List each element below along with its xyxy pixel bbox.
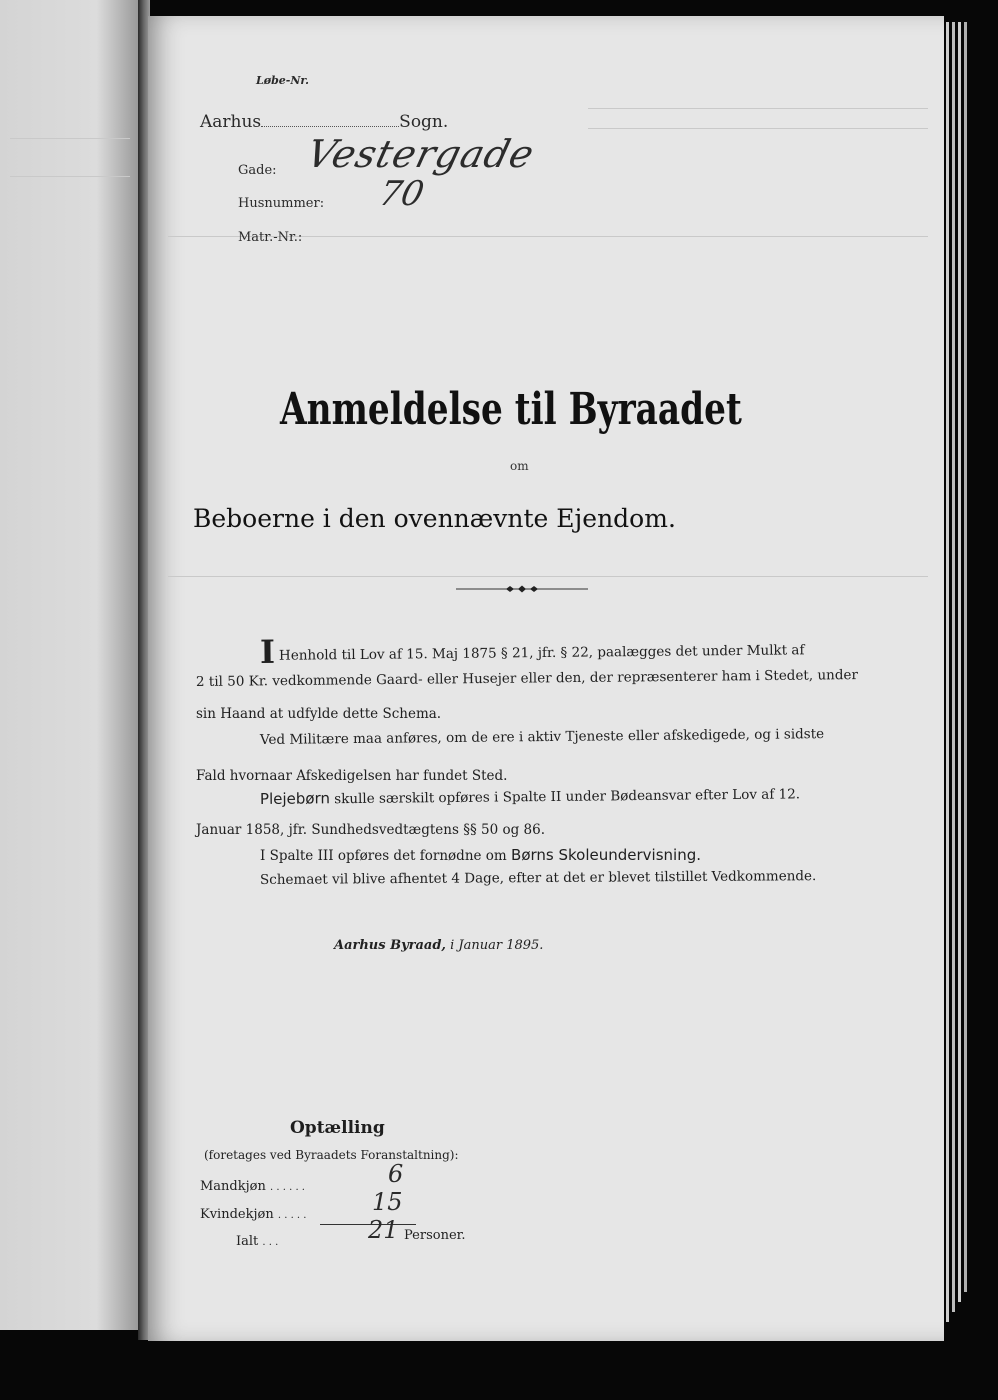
left-page (0, 0, 138, 1330)
total-label-text: Ialt (236, 1234, 259, 1249)
p1-text-1: Henhold til Lov af 15. Maj 1875 § 21, jfr. § 22, paalægges det under Mulkt af (278, 642, 805, 664)
signature-line (334, 938, 543, 953)
female-label-text: Kvindekjøn (200, 1207, 274, 1222)
signature-date: i Januar 1895. (450, 938, 544, 953)
male-label-text: Mandkjøn (200, 1179, 266, 1194)
document-page (148, 16, 944, 1341)
paragraph-4-line-1 (260, 846, 701, 864)
parish-field (261, 116, 399, 127)
parish-line (200, 112, 448, 132)
total-count-value: 21 (368, 1216, 399, 1244)
signature-org: Aarhus Byraad, (334, 938, 446, 953)
gade-label: Gade: (238, 163, 277, 178)
count-title: Optælling (290, 1118, 385, 1138)
lobe-nr-label: Løbe-Nr. (256, 74, 309, 87)
persons-label: Personer. (404, 1228, 466, 1243)
paragraph-1-line-1 (259, 632, 805, 671)
title-connector: om (510, 459, 529, 473)
matr-nr-label: Matr.-Nr.: (238, 230, 303, 245)
skoleundervisning-words: Børns Skoleundervisning. (511, 846, 701, 864)
husnummer-label: Husnummer: (238, 196, 325, 211)
aarhus-label: Aarhus (200, 112, 262, 132)
paragraph-1-line-2: 2 til 50 Kr. vedkommende Gaard- eller Husejer eller den, der repræsenterer ham i Stedet, under (195, 667, 858, 690)
husnummer-value: 70 (375, 174, 428, 214)
male-dots: . . . . . . (270, 1182, 305, 1193)
drop-cap: I (259, 632, 276, 671)
female-label (200, 1207, 306, 1222)
document-title: Anmeldelse til Byraadet (280, 384, 742, 435)
paragraph-5-line-1: Schemaet vil blive afhentet 4 Dage, efter at det er blevet tilstillet Vedkommende. (259, 868, 817, 888)
paragraph-1-line-3: sin Haand at udfylde dette Schema. (196, 706, 442, 722)
paragraph-3-line-1 (260, 784, 800, 808)
female-count-value: 15 (372, 1188, 403, 1216)
document-subtitle: Beboerne i den ovennævnte Ejendom. (193, 504, 676, 533)
p4-text-1: I Spalte III opføres det fornødne om (260, 848, 507, 864)
female-dots: . . . . . (277, 1210, 307, 1221)
p3-text-1: skulle særskilt opføres i Spalte II under Bødeansvar efter Lov af 12. (334, 786, 801, 808)
male-label (200, 1179, 305, 1194)
sogn-label: Sogn. (399, 112, 449, 132)
total-dots: . . . (262, 1237, 279, 1248)
ornamental-divider (456, 584, 588, 594)
male-count-value: 6 (388, 1160, 404, 1188)
paragraph-3-line-2: Januar 1858, jfr. Sundhedsvedtægtens §§ 50 og 86. (196, 822, 545, 838)
paragraph-2-line-2: Fald hvornaar Afskedigelsen har fundet Sted. (196, 768, 508, 784)
gade-value: Vestergade (302, 132, 540, 176)
count-subtitle: (foretages ved Byraadets Foranstaltning): (204, 1148, 459, 1162)
total-label (236, 1234, 278, 1249)
plejeborn-word: Plejebørn (259, 789, 331, 808)
paragraph-2-line-1: Ved Militære maa anføres, om de ere i aktiv Tjeneste eller afskedigede, og i sidste (259, 726, 825, 748)
